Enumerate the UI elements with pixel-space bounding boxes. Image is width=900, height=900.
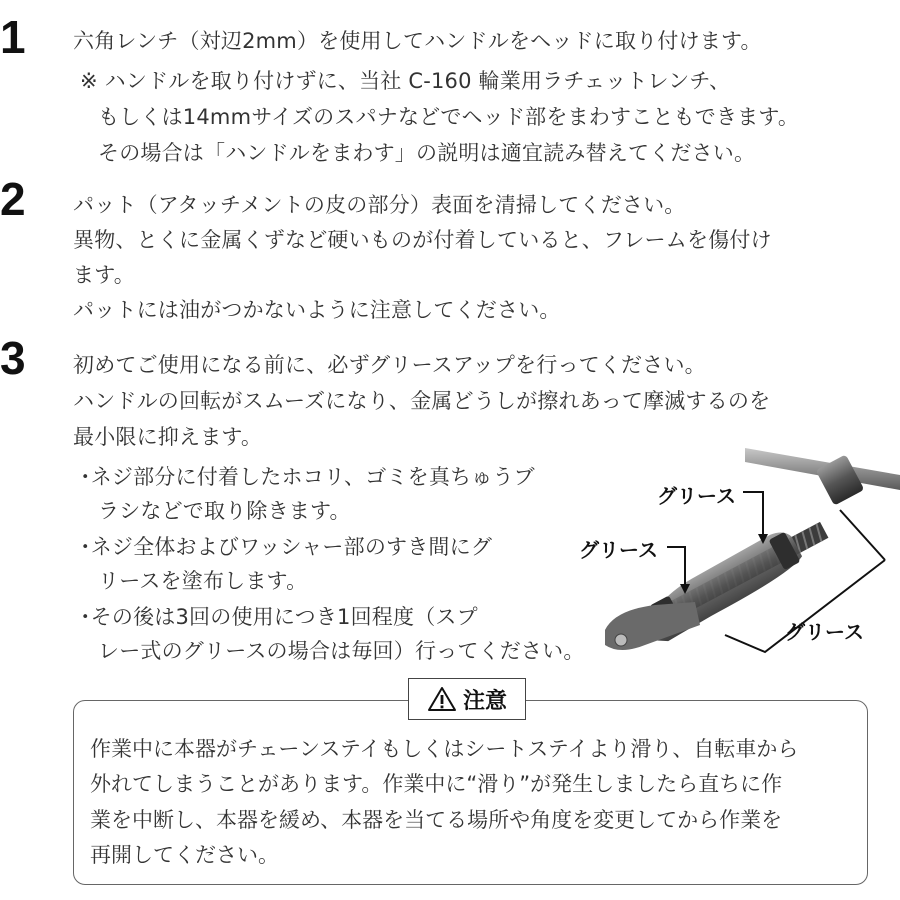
caution-line-2: 外れてしまうことがあります。作業中に“滑り”が発生しましたら直ちに作 — [90, 772, 783, 796]
step-3-bullet-2a: ･ネジ全体およびワッシャー部のすき間にグ — [80, 535, 493, 559]
step-3-bullet-1a: ･ネジ部分に付着したホコリ、ゴミを真ちゅうブ — [80, 465, 535, 489]
step-number-3: 3 — [0, 332, 26, 384]
step-2-line-4: パットには油がつかないように注意してください。 — [73, 298, 561, 322]
step-3-line-3: 最小限に抑えます。 — [73, 425, 263, 449]
step-3-line-2: ハンドルの回転がスムーズになり、金属どうしが擦れあって摩滅するのを — [73, 389, 771, 413]
caution-line-1: 作業中に本器がチェーンステイもしくはシートステイより滑り、自転車から — [90, 737, 799, 761]
step-3-bullet-2b: リースを塗布します。 — [98, 569, 308, 593]
step-3-line-1: 初めてご使用になる前に、必ずグリースアップを行ってください。 — [73, 353, 706, 377]
caution-title: 注意 — [462, 688, 507, 714]
caution-line-4: 再開してください。 — [90, 843, 279, 867]
grease-label-middle: グリース — [579, 538, 658, 562]
grease-label-top: グリース — [657, 484, 736, 508]
caution-header — [408, 678, 526, 720]
caution-line-3: 業を中断し、本器を緩め、本器を当てる場所や角度を変更してから作業を — [90, 808, 783, 832]
grease-label-bottom: グリース — [785, 620, 864, 644]
step-1-note-line-3: その場合は「ハンドルをまわす」の説明は適宜読み替えてください。 — [98, 141, 756, 165]
step-3-bullet-3b: レー式のグリースの場合は毎回）行ってください。 — [98, 639, 585, 663]
warning-triangle-icon — [427, 686, 457, 712]
step-1-line-1: 六角レンチ（対辺2mm）を使用してハンドルをヘッドに取り付けます。 — [73, 29, 762, 53]
step-2-line-2: 異物、とくに金属くずなど硬いものが付着していると、フレームを傷付け — [73, 228, 772, 252]
step-2-line-1: パット（アタッチメントの皮の部分）表面を清掃してください。 — [73, 193, 686, 217]
step-2-line-3: ます。 — [73, 263, 135, 287]
step-1-note-line-1: ※ ハンドルを取り付けずに、当社 C-160 輪業用ラチェットレンチ、 — [80, 69, 731, 93]
step-1-note-line-2: もしくは14mmサイズのスパナなどでヘッド部をまわすこともできます。 — [98, 105, 800, 129]
step-3-bullet-1b: ラシなどで取り除きます。 — [98, 499, 351, 523]
step-number-1: 1 — [0, 11, 26, 63]
tool-illustration — [579, 430, 900, 670]
step-number-2: 2 — [0, 173, 26, 225]
step-3-bullet-3a: ･その後は3回の使用につき1回程度（スプ — [80, 605, 478, 629]
